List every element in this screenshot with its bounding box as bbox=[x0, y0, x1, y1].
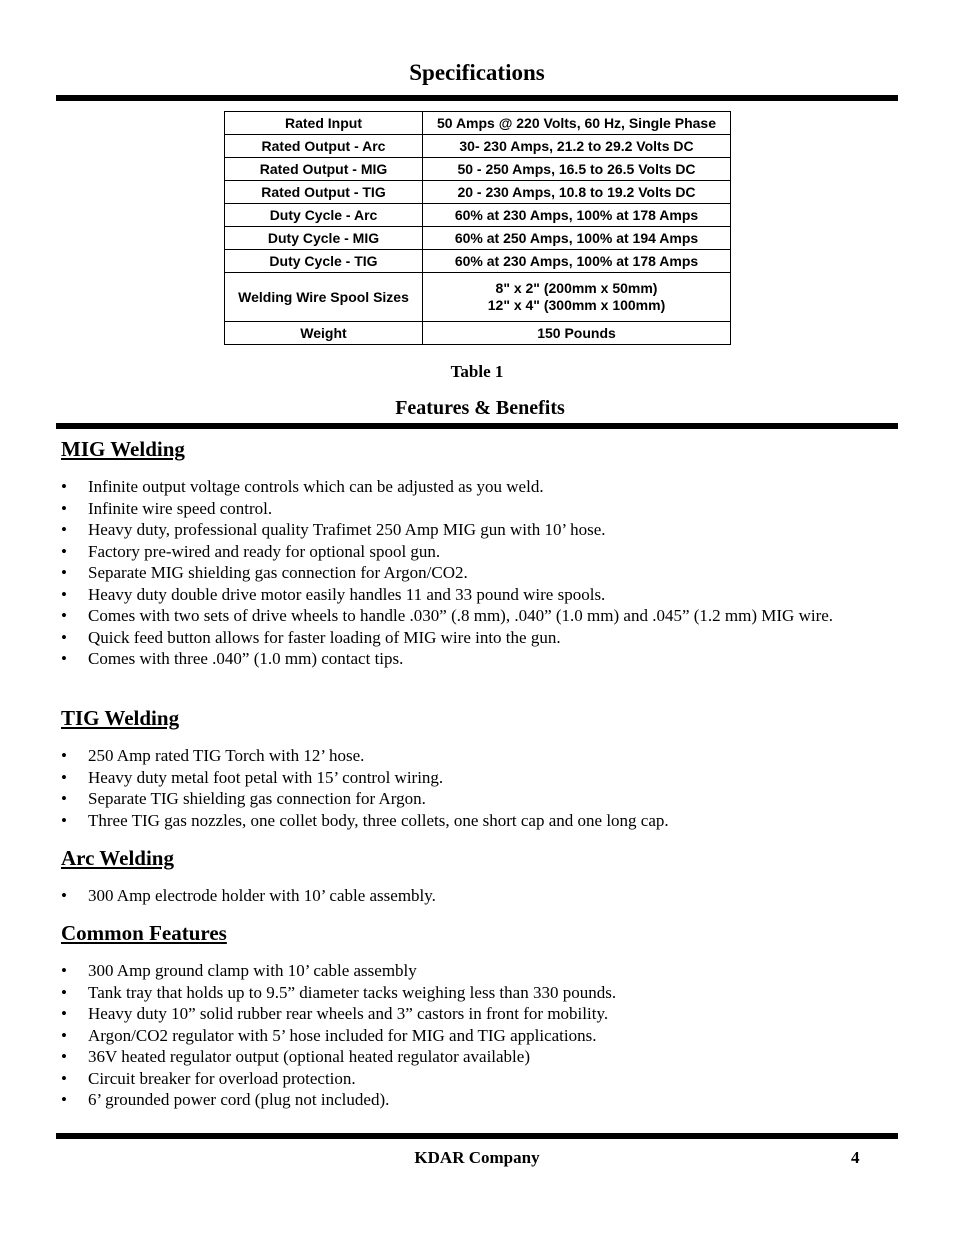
spec-value-line: 60% at 230 Amps, 100% at 178 Amps bbox=[454, 252, 699, 269]
list-item: • 250 Amp rated TIG Torch with 12’ hose. bbox=[61, 745, 881, 767]
list-item: • Separate TIG shielding gas connection for Argon. bbox=[61, 788, 881, 810]
arc-features-list bbox=[61, 885, 881, 907]
page-number: 4 bbox=[851, 1148, 860, 1167]
spec-value-cell bbox=[423, 181, 731, 204]
spec-value-cell bbox=[423, 250, 731, 273]
spec-label-cell: Rated Output - MIG bbox=[225, 158, 423, 181]
spec-value-line: 50 - 250 Amps, 16.5 to 26.5 Volts DC bbox=[457, 160, 696, 177]
spec-value-line: 8" x 2" (200mm x 50mm) bbox=[495, 280, 658, 296]
spec-label-cell: Weight bbox=[225, 322, 423, 345]
features-divider bbox=[56, 423, 898, 429]
spec-value-cell bbox=[423, 135, 731, 158]
spec-value-cell bbox=[423, 273, 731, 322]
spec-value-line: 150 Pounds bbox=[537, 324, 616, 341]
table-row bbox=[225, 204, 731, 227]
list-item: • 6’ grounded power cord (plug not included). bbox=[61, 1089, 881, 1111]
spec-value-line: 60% at 250 Amps, 100% at 194 Amps bbox=[454, 229, 699, 246]
tig-features-list bbox=[61, 745, 881, 831]
list-item: • Heavy duty 10” solid rubber rear wheels and 3” castors in front for mobility. bbox=[61, 1003, 881, 1025]
page-title: Specifications bbox=[409, 60, 545, 85]
list-item: • Tank tray that holds up to 9.5” diameter tacks weighing less than 330 pounds. bbox=[61, 982, 881, 1004]
spec-value-line: 12" x 4" (300mm x 100mm) bbox=[487, 297, 666, 313]
table-row bbox=[225, 322, 731, 345]
features-title: Features & Benefits bbox=[395, 397, 565, 419]
list-item: • Separate MIG shielding gas connection for Argon/CO2. bbox=[61, 562, 881, 584]
footer-divider bbox=[56, 1133, 898, 1139]
footer-company: KDAR Company bbox=[414, 1148, 540, 1167]
list-item: • 36V heated regulator output (optional heated regulator available) bbox=[61, 1046, 881, 1068]
spec-value-cell bbox=[423, 227, 731, 250]
tig-welding-heading: TIG Welding bbox=[61, 706, 180, 730]
spec-value-cell bbox=[423, 204, 731, 227]
spec-label-cell: Rated Output - TIG bbox=[225, 181, 423, 204]
spec-label-cell: Duty Cycle - TIG bbox=[225, 250, 423, 273]
spec-value-cell bbox=[423, 112, 731, 135]
spec-value-line: 60% at 230 Amps, 100% at 178 Amps bbox=[454, 206, 699, 223]
specifications-table bbox=[224, 111, 731, 345]
spec-value-line: 30- 230 Amps, 21.2 to 29.2 Volts DC bbox=[459, 137, 694, 154]
list-item: • Heavy duty metal foot petal with 15’ control wiring. bbox=[61, 767, 881, 789]
list-item: • Circuit breaker for overload protection. bbox=[61, 1068, 881, 1090]
list-item: • Factory pre-wired and ready for optional spool gun. bbox=[61, 541, 881, 563]
spec-label-cell: Welding Wire Spool Sizes bbox=[225, 273, 423, 322]
list-item: • Quick feed button allows for faster loading of MIG wire into the gun. bbox=[61, 627, 881, 649]
common-features-list bbox=[61, 960, 881, 1111]
table-row bbox=[225, 135, 731, 158]
arc-welding-heading: Arc Welding bbox=[61, 846, 174, 870]
list-item: • Comes with three .040” (1.0 mm) contact tips. bbox=[61, 648, 881, 670]
table-caption: Table 1 bbox=[450, 362, 504, 381]
table-row bbox=[225, 227, 731, 250]
spec-label-cell: Duty Cycle - MIG bbox=[225, 227, 423, 250]
table-row bbox=[225, 250, 731, 273]
table-row bbox=[225, 181, 731, 204]
list-item: • 300 Amp electrode holder with 10’ cable assembly. bbox=[61, 885, 881, 907]
table-row bbox=[225, 112, 731, 135]
spec-value-line: 20 - 230 Amps, 10.8 to 19.2 Volts DC bbox=[457, 183, 696, 200]
title-divider bbox=[56, 95, 898, 101]
list-item: • 300 Amp ground clamp with 10’ cable assembly bbox=[61, 960, 881, 982]
mig-welding-heading: MIG Welding bbox=[61, 437, 185, 461]
spec-label-cell: Rated Output - Arc bbox=[225, 135, 423, 158]
spec-label-cell: Rated Input bbox=[225, 112, 423, 135]
list-item: • Argon/CO2 regulator with 5’ hose included for MIG and TIG applications. bbox=[61, 1025, 881, 1047]
spec-value-cell bbox=[423, 322, 731, 345]
common-features-heading: Common Features bbox=[61, 921, 227, 945]
table-row bbox=[225, 273, 731, 322]
mig-features-list bbox=[61, 476, 881, 670]
list-item: • Three TIG gas nozzles, one collet body, three collets, one short cap and one long cap. bbox=[61, 810, 881, 832]
list-item: • Comes with two sets of drive wheels to handle .030” (.8 mm), .040” (1.0 mm) and .045” (1.2 mm) MIG wire. bbox=[61, 605, 881, 627]
spec-label-cell: Duty Cycle - Arc bbox=[225, 204, 423, 227]
list-item: • Heavy duty double drive motor easily handles 11 and 33 pound wire spools. bbox=[61, 584, 881, 606]
list-item: • Infinite output voltage controls which can be adjusted as you weld. bbox=[61, 476, 881, 498]
spec-value-line: 50 Amps @ 220 Volts, 60 Hz, Single Phase bbox=[437, 114, 716, 131]
spec-value-cell bbox=[423, 158, 731, 181]
table-row bbox=[225, 158, 731, 181]
list-item: • Heavy duty, professional quality Trafimet 250 Amp MIG gun with 10’ hose. bbox=[61, 519, 881, 541]
list-item: • Infinite wire speed control. bbox=[61, 498, 881, 520]
